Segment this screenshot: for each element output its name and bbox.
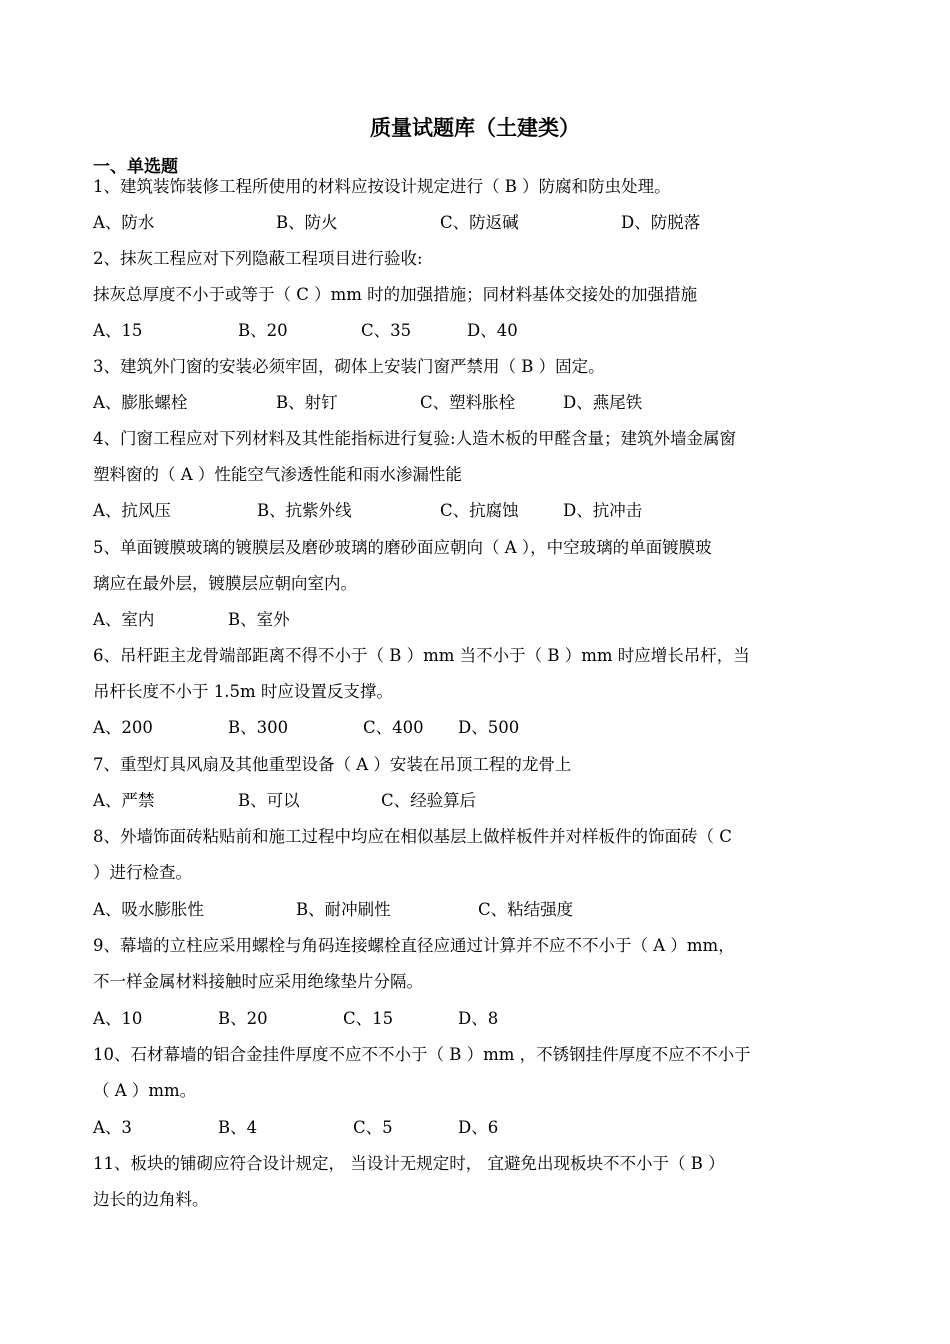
question-4-line-1: 4、门窗工程应对下列材料及其性能指标进行复验:人造木板的甲醛含量；建筑外墙金属窗: [93, 429, 737, 448]
q8-option-c: C、粘结强度: [478, 900, 574, 919]
question-7: 7、重型灯具风扇及其他重型设备（ A ）安装在吊顶工程的龙骨上: [93, 755, 572, 774]
q4-option-d: D、抗冲击: [563, 501, 643, 520]
question-3: 3、建筑外门窗的安装必须牢固，砌体上安装门窗严禁用（ B ）固定。: [93, 357, 605, 376]
q2-option-a: A、15: [93, 321, 143, 340]
question-8-line-1: 8、外墙饰面砖粘贴前和施工过程中均应在相似基层上做样板件并对样板件的饰面砖（ C: [93, 827, 732, 846]
q4-option-a: A、抗风压: [93, 501, 171, 520]
question-4-line-2: 塑料窗的（ A ）性能空气渗透性能和雨水渗漏性能: [93, 465, 462, 484]
q8-option-a: A、吸水膨胀性: [93, 900, 204, 919]
q9-option-d: D、8: [458, 1009, 499, 1028]
q2-option-d: D、40: [467, 321, 518, 340]
q9-option-a: A、10: [93, 1009, 143, 1028]
question-10-line-1: 10、石材幕墙的铝合金挂件厚度不应不不小于（ B ）mm ，不锈钢挂件厚度不应不不小于: [93, 1045, 751, 1064]
q6-option-c: C、400: [363, 718, 424, 737]
q10-option-c: C、5: [353, 1118, 393, 1137]
q4-option-b: B、抗紫外线: [257, 501, 352, 520]
q7-option-a: A、严禁: [93, 791, 155, 810]
q6-option-b: B、300: [228, 718, 289, 737]
q3-option-b: B、射钉: [276, 393, 338, 412]
q10-option-b: B、4: [218, 1118, 258, 1137]
q10-option-a: A、3: [93, 1118, 132, 1137]
q5-option-b: B、室外: [228, 610, 290, 629]
question-1: 1、建筑装饰装修工程所使用的材料应按设计规定进行（ B ）防腐和防虫处理。: [93, 177, 671, 196]
q5-option-a: A、室内: [93, 610, 155, 629]
page-title: 质量试题库（土建类）: [370, 116, 580, 140]
question-6-line-1: 6、吊杆距主龙骨端部距离不得不小于（ B ）mm 当不小于（ B ）mm 时应增长吊杆，当: [93, 646, 750, 665]
question-2-line-2: 抹灰总厚度不小于或等于（ C ）mm 时的加强措施；同材料基体交接处的加强措施: [93, 285, 698, 304]
q1-option-b: B、防火: [276, 213, 338, 232]
question-8-line-2: ）进行检查。: [93, 863, 192, 882]
q7-option-c: C、经验算后: [381, 791, 477, 810]
q1-option-c: C、防返碱: [440, 213, 519, 232]
q2-option-b: B、20: [238, 321, 288, 340]
q8-option-b: B、耐冲刷性: [296, 900, 391, 919]
q3-option-d: D、燕尾铁: [563, 393, 643, 412]
question-9-line-2: 不一样金属材料接触时应采用绝缘垫片分隔。: [93, 972, 423, 991]
q4-option-c: C、抗腐蚀: [440, 501, 519, 520]
q9-option-c: C、15: [343, 1009, 394, 1028]
question-5-line-2: 璃应在最外层，镀膜层应朝向室内。: [93, 574, 357, 593]
question-11-line-2: 边长的边角料。: [93, 1190, 209, 1209]
question-11-line-1: 11、板块的铺砌应符合设计规定， 当设计无规定时， 宜避免出现板块不不小于（ B ）: [93, 1154, 725, 1173]
q9-option-b: B、20: [218, 1009, 268, 1028]
question-2-line-1: 2、抹灰工程应对下列隐蔽工程项目进行验收:: [93, 249, 423, 268]
q10-option-d: D、6: [458, 1118, 499, 1137]
q2-option-c: C、35: [361, 321, 412, 340]
q7-option-b: B、可以: [238, 791, 300, 810]
q1-option-a: A、防水: [93, 213, 155, 232]
question-10-line-2: （ A ）mm。: [93, 1081, 197, 1100]
question-6-line-2: 吊杆长度不小于 1.5m 时应设置反支撑。: [93, 682, 393, 701]
q3-option-a: A、膨胀螺栓: [93, 393, 188, 412]
question-9-line-1: 9、幕墙的立柱应采用螺栓与角码连接螺栓直径应通过计算并不应不不小于（ A ）mm，: [93, 936, 735, 955]
q3-option-c: C、塑料胀栓: [420, 393, 516, 412]
question-5-line-1: 5、单面镀膜玻璃的镀膜层及磨砂玻璃的磨砂面应朝向（ A ），中空玻璃的单面镀膜玻: [93, 538, 712, 557]
q1-option-d: D、防脱落: [621, 213, 701, 232]
q6-option-d: D、500: [458, 718, 520, 737]
section-heading: 一、单选题: [93, 157, 178, 177]
q6-option-a: A、200: [93, 718, 153, 737]
